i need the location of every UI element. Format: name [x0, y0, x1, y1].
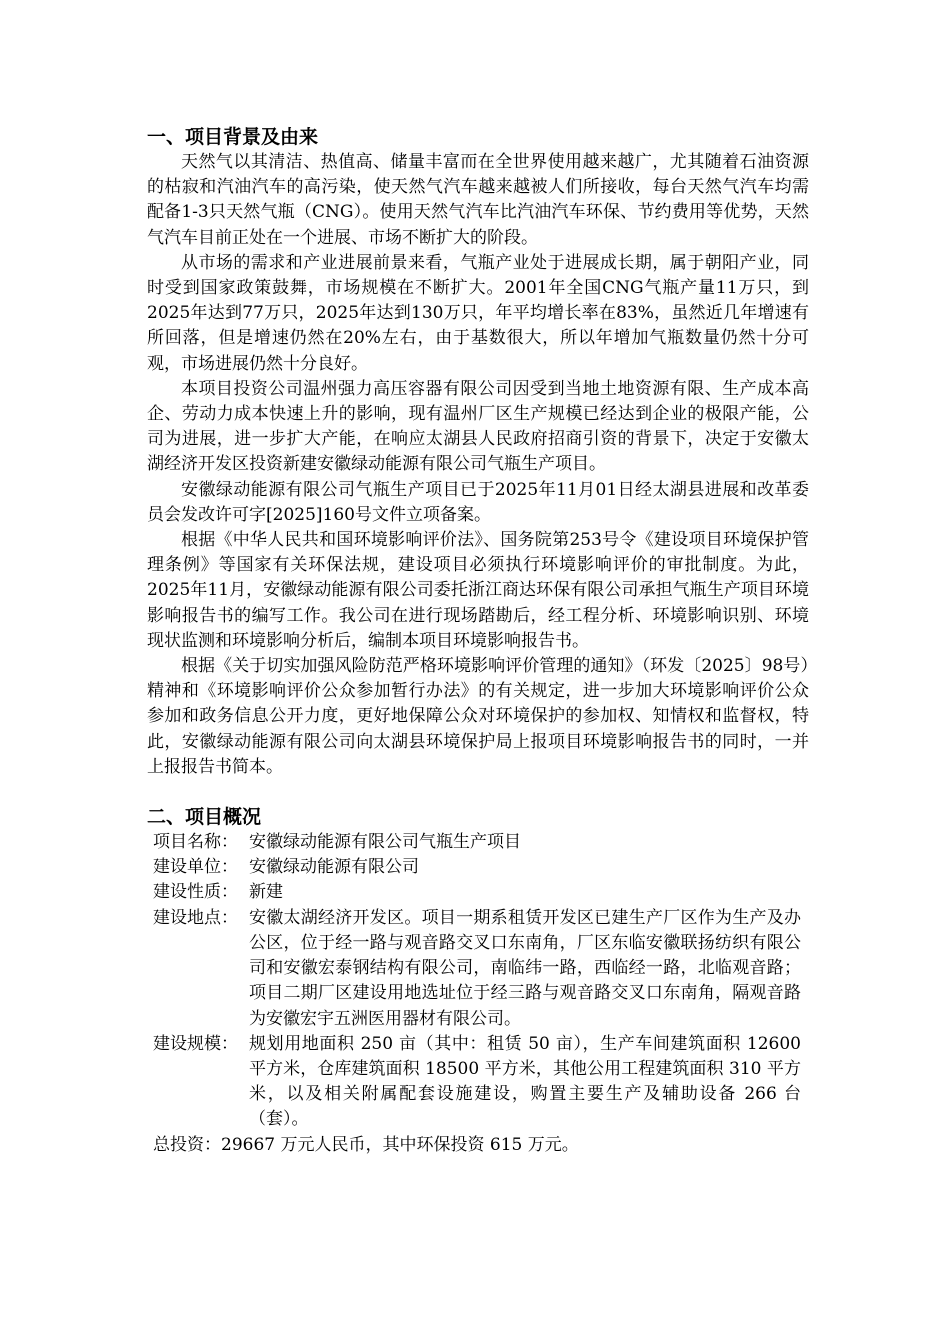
project-overview-list: [147, 830, 809, 1158]
info-value: 29667 万元人民币，其中环保投资 615 万元。: [221, 1134, 579, 1155]
info-value: 新建: [249, 882, 283, 903]
section-1-paragraph-6: 根据《关于切实加强风险防范严格环境影响评价管理的通知》（环发〔2025〕98号）精神和《环境影响评价公众参加暂行办法》的有关规定，进一步加大环境影响评价公众参加和政务信息公开力度，更好地保障公众对环境保护的参加权、知情权和监督权，特此，安徽绿动能源有限公司向太湖县环境保护局上报项目环境影响报告书的同时，一并上报报告书简本。: [147, 656, 809, 777]
info-row-total-investment: [147, 1133, 809, 1158]
info-row-construction-nature: [147, 880, 809, 905]
info-label: 建设性质：: [153, 882, 238, 903]
section-1-paragraph-2: 从市场的需求和产业进展前景来看，气瓶产业处于进展成长期，属于朝阳产业，同时受到国家政策鼓舞，市场规模在不断扩大。2001年全国CNG气瓶产量11万只，到2025年达到77万只，2025年达到130万只，年平均增长率在83%，虽然近几年增速有所回落，但是增速仍然在20%左右，由于基数很大，所以年增加气瓶数量仍然十分可观，市场进展仍然十分良好。: [147, 252, 809, 374]
document-page: [147, 124, 809, 1158]
info-label: 建设规模：: [153, 1033, 238, 1054]
section-2-heading: 二、项目概况: [147, 806, 262, 829]
info-value: 安徽绿动能源有限公司气瓶生产项目: [249, 832, 521, 853]
info-label: 建设单位：: [153, 857, 238, 878]
info-row-construction-unit: [147, 855, 809, 880]
info-value: 规划用地面积 250 亩（其中：租赁 50 亩），生产车间建筑面积 12600 平方米，仓库建筑面积 18500 平方米，其他公用工程建筑面积 310 平方米，以及相关附属配套设施建设，购置主要生产及辅助设备 266 台（套）。: [249, 1033, 801, 1130]
info-label: 建设地点：: [153, 907, 238, 928]
section-1-paragraph-5: 根据《中华人民共和国环境影响评价法》、国务院第253号令《建设项目环境保护管理条例》等国家有关环保法规，建设项目必须执行环境影响评价的审批制度。为此，2025年11月，安徽绿动能源有限公司委托浙江商达环保有限公司承担气瓶生产项目环境影响报告书的编写工作。我公司在进行现场踏勘后，经工程分析、环境影响识别、环境现状监测和环境影响分析后，编制本项目环境影响报告书。: [147, 530, 809, 651]
info-value: 安徽绿动能源有限公司: [249, 857, 419, 878]
info-row-construction-scale: [147, 1032, 809, 1133]
info-label: 项目名称：: [153, 832, 238, 853]
section-1-paragraph-1: 天然气以其清洁、热值高、储量丰富而在全世界使用越来越广，尤其随着石油资源的枯寂和汽油汽车的高污染，使天然气汽车越来越被人们所接收，每台天然气汽车均需配备1-3只天然气瓶（CNG）。使用天然气汽车比汽油汽车环保、节约费用等优势，天然气汽车目前正处在一个进展、市场不断扩大的阶段。: [147, 152, 809, 248]
info-value: 安徽太湖经济开发区。项目一期系租赁开发区已建生产厂区作为生产及办公区，位于经一路与观音路交叉口东南角，厂区东临安徽联扬纺织有限公司和安徽宏泰钢结构有限公司，南临纬一路，西临经一路，北临观音路；项目二期厂区建设用地选址位于经三路与观音路交叉口东南角，隔观音路为安徽宏宇五洲医用器材有限公司。: [249, 907, 801, 1029]
section-1-paragraph-4: 安徽绿动能源有限公司气瓶生产项目已于2025年11月01日经太湖县进展和改革委员会发改许可字[2025]160号文件立项备案。: [147, 479, 809, 525]
info-row-construction-site: [147, 906, 809, 1032]
section-1-paragraph-3: 本项目投资公司温州强力高压容器有限公司因受到当地土地资源有限、生产成本高企、劳动力成本快速上升的影响，现有温州厂区生产规模已经达到企业的极限产能，公司为进展，进一步扩大产能，在响应太湖县人民政府招商引资的背景下，决定于安徽太湖经济开发区投资新建安徽绿动能源有限公司气瓶生产项目。: [147, 378, 809, 475]
info-label: 总投资：: [153, 1134, 221, 1155]
info-row-project-name: [147, 830, 809, 855]
section-1-heading: 一、项目背景及由来: [147, 126, 319, 148]
